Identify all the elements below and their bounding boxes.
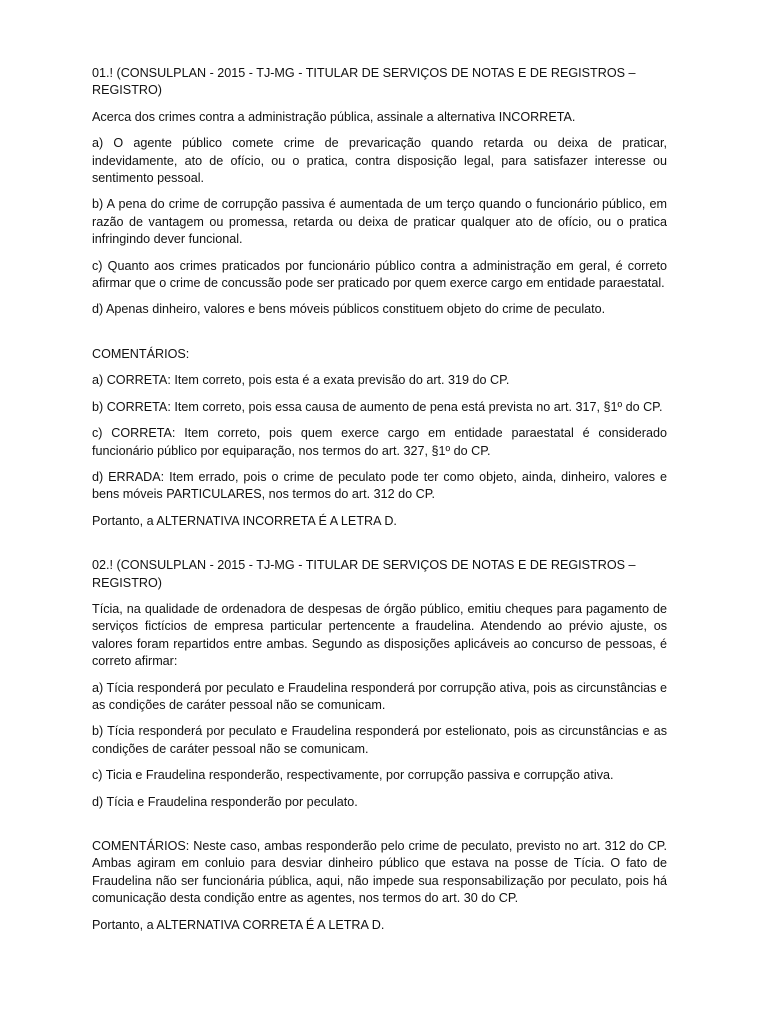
question-2-conclusion: Portanto, a ALTERNATIVA CORRETA É A LETRA D. <box>92 917 385 932</box>
question-1-option-b: b) A pena do crime de corrupção passiva é aumentada de um terço quando o funcionário público, em razão de vantagem ou promessa, retarda ou deixa de praticar qualquer ato de ofício, ou o pratica infringindo dever funcional. <box>92 197 667 247</box>
question-1-option-c: c) Quanto aos crimes praticados por funcionário público contra a administração em geral, é correto afirmar que o crime de concussão pode ser praticado por quem exerce cargo em entidade paraestatal. <box>92 258 667 291</box>
question-2-statement: Tícia, na qualidade de ordenadora de despesas de órgão público, emitiu cheques para pagamento de serviços fictícios de empresa particular pertencente a fraudelina. Atendendo ao prévio ajuste, os valores foram repartidos entre ambas. Segundo as disposições aplicáveis ao concurso de pessoas, é correto afirmar: <box>92 601 667 669</box>
question-1 <box>92 65 667 530</box>
question-2-option-d: d) Tícia e Fraudelina responderão por peculato. <box>92 794 358 809</box>
question-1-comment-a: a) CORRETA: Item correto, pois esta é a exata previsão do art. 319 do CP. <box>92 373 510 388</box>
question-2 <box>92 557 667 934</box>
question-2-header: 02.! (CONSULPLAN - 2015 - TJ-MG - TITULAR DE SERVIÇOS DE NOTAS E DE REGISTROS – REGISTRO) <box>92 558 636 590</box>
question-1-option-d: d) Apenas dinheiro, valores e bens móveis públicos constituem objeto do crime de peculato. <box>92 302 606 317</box>
question-1-statement: Acerca dos crimes contra a administração pública, assinale a alternativa INCORRETA. <box>92 109 576 124</box>
question-1-conclusion: Portanto, a ALTERNATIVA INCORRETA É A LETRA D. <box>92 513 397 528</box>
question-2-option-b: b) Tícia responderá por peculato e Fraudelina responderá por estelionato, pois as circunstâncias e as condições de caráter pessoal não se comunicam. <box>92 724 667 756</box>
question-2-option-c: c) Ticia e Fraudelina responderão, respectivamente, por corrupção passiva e corrupção ativa. <box>92 768 614 783</box>
spacer <box>92 820 667 838</box>
question-1-comment-c: c) CORRETA: Item correto, pois quem exerce cargo em entidade paraestatal é considerado funcionário público por equiparação, nos termos do art. 327, §1º do CP. <box>92 426 667 458</box>
question-1-comment-d: d) ERRADA: Item errado, pois o crime de peculato pode ter como objeto, ainda, dinheiro, valores e bens móveis PARTICULARES, nos termos do art. 312 do CP. <box>92 469 667 502</box>
question-2-comments: COMENTÁRIOS: Neste caso, ambas responderão pelo crime de peculato, previsto no art. 312 do CP. Ambas agiram em conluio para desviar dinheiro público que estava na posse de Tícia. O fato de Fraudelina não ser funcionária pública, aqui, não impede sua responsabilização por peculato, pois há comunicação desta condição entre as agentes, nos termos do art. 30 do CP. <box>92 839 667 906</box>
spacer <box>92 328 667 346</box>
spacer <box>92 539 667 557</box>
document-page <box>92 65 667 943</box>
question-2-option-a: a) Tícia responderá por peculato e Fraudelina responderá por corrupção ativa, pois as circunstâncias e as condições de caráter pessoal não se comunicam. <box>92 680 667 712</box>
question-1-header: 01.! (CONSULPLAN - 2015 - TJ-MG - TITULAR DE SERVIÇOS DE NOTAS E DE REGISTROS – REGISTRO) <box>92 66 636 98</box>
question-1-comment-b: b) CORRETA: Item correto, pois essa causa de aumento de pena está prevista no art. 317, §1º do CP. <box>92 399 663 414</box>
question-1-option-a: a) O agente público comete crime de prevaricação quando retarda ou deixa de praticar, indevidamente, ato de ofício, ou o pratica, contra disposição legal, para satisfazer interesse ou sentimento pessoal. <box>92 136 667 186</box>
question-1-comments-title: COMENTÁRIOS: <box>92 346 190 361</box>
